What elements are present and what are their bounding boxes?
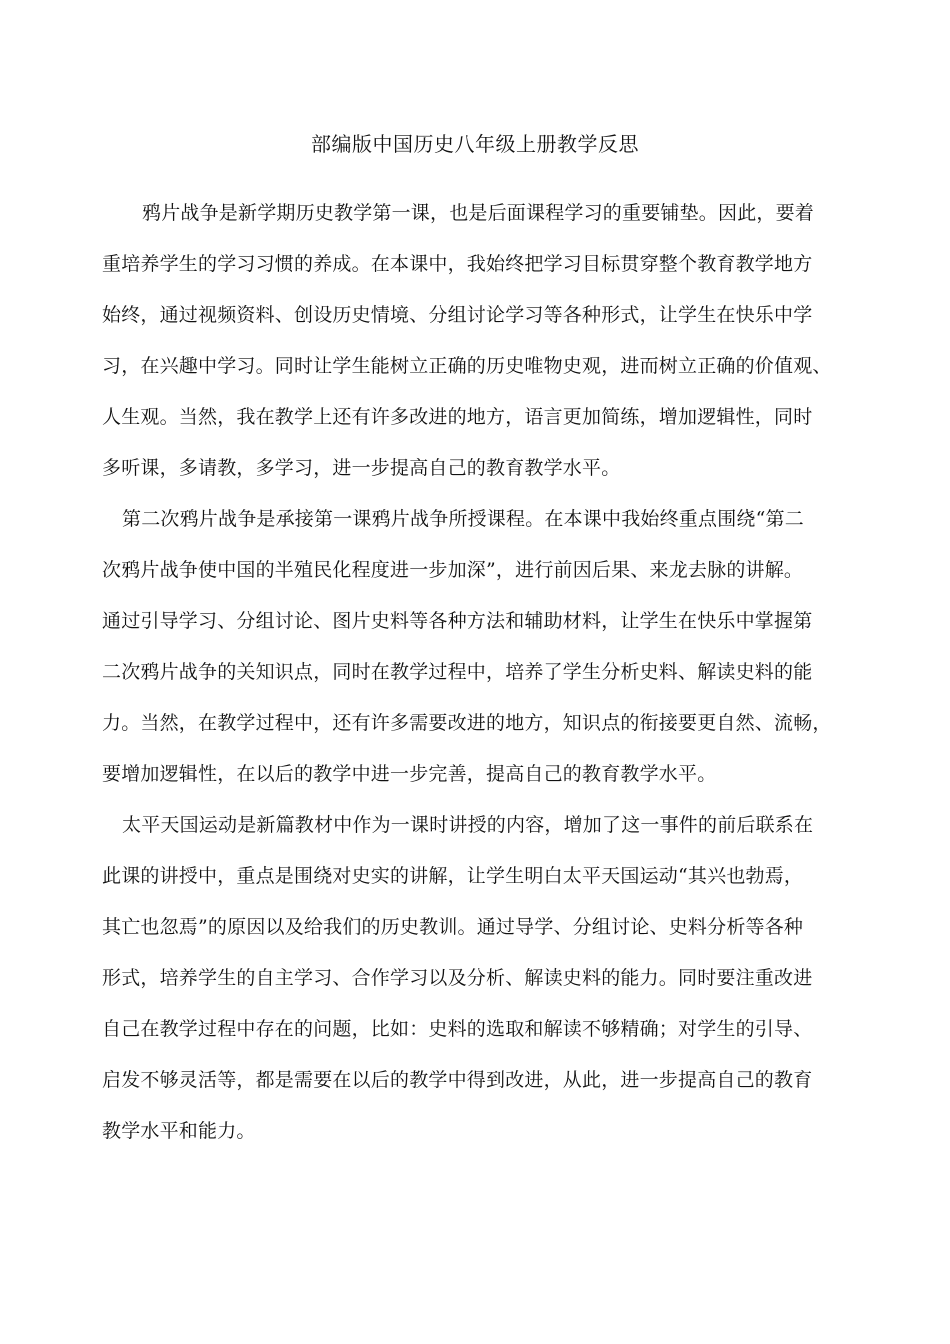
document-body — [102, 188, 862, 1157]
paragraph-line: 自己在教学过程中存在的问题，比如：史料的选取和解读不够精确；对学生的引导、 — [102, 1018, 813, 1040]
paragraph-line: 习，在兴趣中学习。同时让学生能树立正确的历史唯物史观，进而树立正确的价值观、 — [102, 355, 832, 377]
paragraph-line: 重培养学生的学习习惯的养成。在本课中，我始终把学习目标贯穿整个教育教学地方 — [102, 253, 813, 275]
paragraph-line: 始终，通过视频资料、创设历史情境、分组讨论学习等各种形式，让学生在快乐中学 — [102, 304, 813, 326]
paragraph-line: 人生观。当然，我在教学上还有许多改进的地方，语言更加简练，增加逻辑性，同时 — [102, 406, 813, 428]
paragraph-1 — [102, 188, 862, 494]
paragraph-line: 其亡也忽焉”的原因以及给我们的历史教训。通过导学、分组讨论、史料分析等各种 — [102, 916, 804, 938]
paragraph-line: 鸦片战争是新学期历史教学第一课，也是后面课程学习的重要铺垫。因此，要着 — [142, 202, 815, 224]
paragraph-line: 此课的讲授中，重点是围绕对史实的讲解，让学生明白太平天国运动“其兴也勃焉， — [102, 865, 804, 887]
paragraph-line: 形式，培养学生的自主学习、合作学习以及分析、解读史料的能力。同时要注重改进 — [102, 967, 813, 989]
paragraph-line: 第二次鸦片战争是承接第一课鸦片战争所授课程。在本课中我始终重点围绕“第二 — [122, 508, 804, 530]
paragraph-line: 次鸦片战争使中国的半殖民化程度进一步加深”，进行前因后果、来龙去脉的讲解。 — [102, 559, 804, 581]
paragraph-3 — [102, 800, 862, 1157]
paragraph-2 — [102, 494, 862, 800]
paragraph-line: 要增加逻辑性，在以后的教学中进一步完善，提高自己的教育教学水平。 — [102, 763, 717, 785]
paragraph-line: 教学水平和能力。 — [102, 1120, 256, 1142]
paragraph-line: 通过引导学习、分组讨论、图片史料等各种方法和辅助材料，让学生在快乐中掌握第 — [102, 610, 813, 632]
paragraph-line: 启发不够灵活等，都是需要在以后的教学中得到改进，从此，进一步提高自己的教育 — [102, 1069, 813, 1091]
document-title: 部编版中国历史八年级上册教学反思 — [311, 132, 639, 156]
paragraph-line: 太平天国运动是新篇教材中作为一课时讲授的内容，增加了这一事件的前后联系在 — [122, 814, 814, 836]
paragraph-line: 力。当然，在教学过程中，还有许多需要改进的地方，知识点的衔接要更自然、流畅， — [102, 712, 832, 734]
paragraph-line: 多听课，多请教，多学习，进一步提高自己的教育教学水平。 — [102, 457, 621, 479]
paragraph-line: 二次鸦片战争的关知识点，同时在教学过程中，培养了学生分析史料、解读史料的能 — [102, 661, 813, 683]
